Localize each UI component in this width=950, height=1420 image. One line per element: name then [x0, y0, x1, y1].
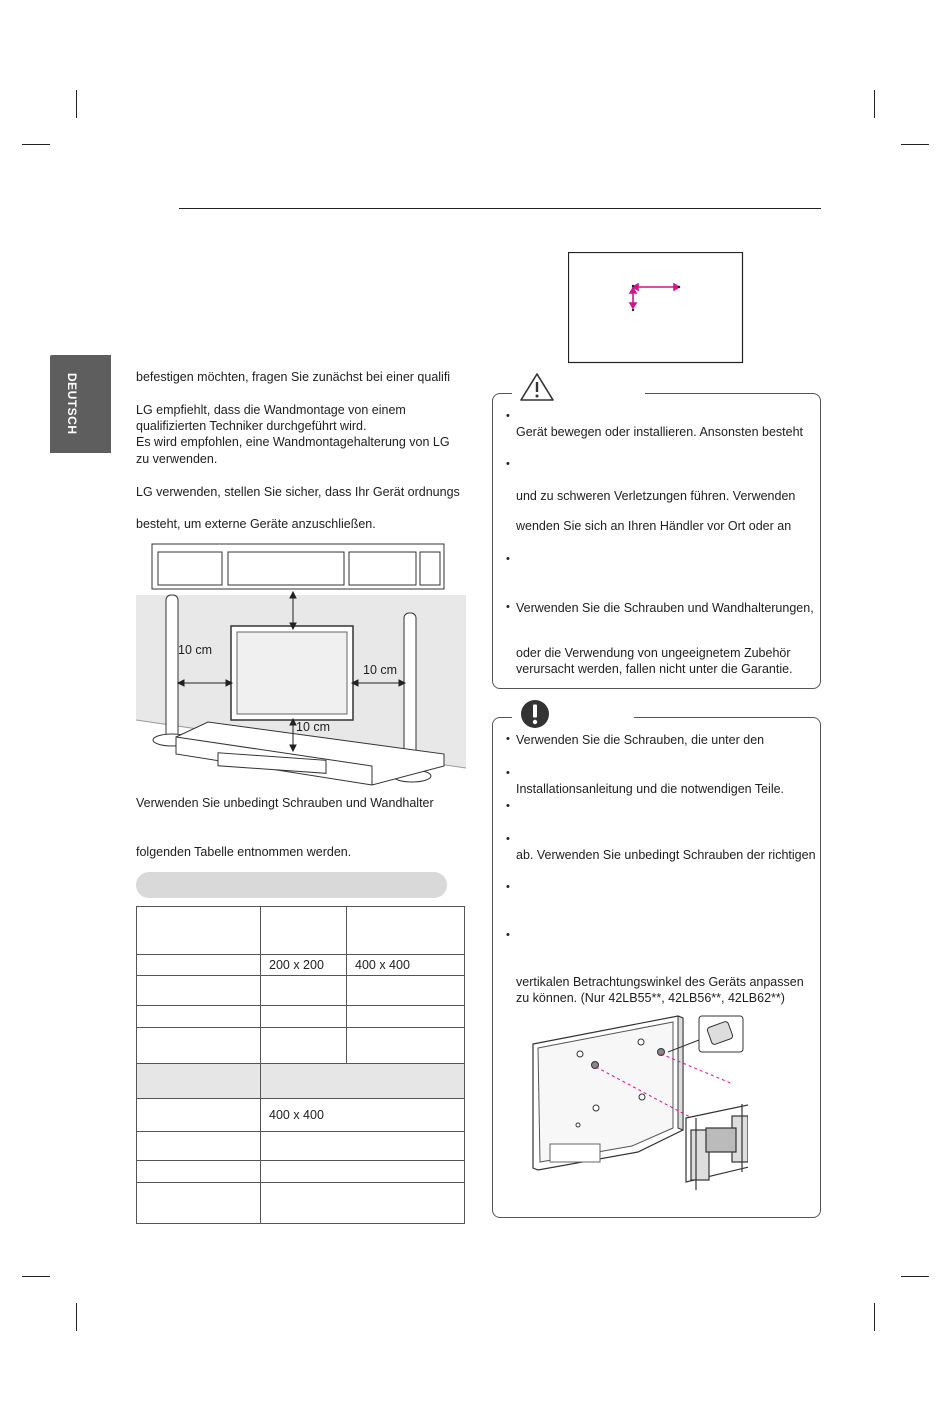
bullet: • — [506, 553, 510, 565]
paragraph: LG verwenden, stellen Sie sicher, dass Ihr Gerät ordnungs — [136, 485, 460, 499]
table-heading-bar — [136, 872, 447, 898]
crop-mark — [76, 1303, 77, 1331]
bullet: • — [506, 800, 510, 812]
vesa-dimension-figure — [568, 252, 745, 364]
warning-triangle-icon — [519, 372, 555, 402]
table-cell — [137, 1132, 261, 1161]
left-speaker — [166, 595, 178, 740]
table-cell — [261, 907, 347, 955]
crop-mark — [901, 144, 929, 145]
bullet: • — [506, 458, 510, 470]
wall-mount-bracket — [686, 1104, 748, 1190]
table-cell — [261, 1132, 465, 1161]
table-cell — [347, 976, 465, 1006]
paragraph: Verwenden Sie unbedingt Schrauben und Wandhalter — [136, 796, 434, 810]
language-tab — [50, 355, 111, 453]
table-cell: 400 x 400 — [261, 1099, 465, 1132]
note-text: vertikalen Betrachtungswinkel des Geräts anpassen — [516, 975, 804, 989]
note-text: zu können. (Nur 42LB55**, 42LB56**, 42LB62**) — [516, 991, 785, 1005]
bullet: • — [506, 833, 510, 845]
crop-mark — [76, 90, 77, 118]
paragraph: befestigen möchten, fragen Sie zunächst bei einer qualifi — [136, 370, 451, 384]
table-cell — [137, 1006, 261, 1028]
bullet: • — [506, 767, 510, 779]
paragraph-line: zu verwenden. — [136, 452, 218, 466]
table-cell: 200 x 200 — [261, 955, 347, 976]
bottom-clearance-label: 10 cm — [296, 720, 331, 734]
table-cell — [261, 1161, 465, 1183]
table-cell — [261, 1183, 465, 1224]
wall-bracket-illustration — [528, 1012, 748, 1194]
crop-mark — [22, 144, 50, 145]
clearance-illustration — [136, 540, 466, 790]
bullet: • — [506, 929, 510, 941]
table-cell — [347, 1006, 465, 1028]
table-cell — [137, 907, 261, 955]
note-text: Installationsanleitung und die notwendigen Teile. — [516, 782, 785, 796]
left-clearance-label: 10 cm — [178, 643, 213, 657]
wall-mount-spec-table — [136, 906, 465, 1224]
note-text: ab. Verwenden Sie unbedingt Schrauben der richtigen — [516, 848, 816, 862]
crop-mark — [901, 1276, 929, 1277]
caution-text: und zu schweren Verletzungen führen. Verwenden — [516, 489, 796, 503]
table-cell — [137, 1161, 261, 1183]
caution-text: wenden Sie sich an Ihren Händler vor Ort oder an — [516, 519, 792, 533]
table-cell — [137, 1028, 261, 1064]
exclamation-circle-icon — [519, 698, 551, 730]
table-cell — [137, 955, 261, 976]
table-cell — [261, 1006, 347, 1028]
paragraph-line: Es wird empfohlen, eine Wandmontagehalterung von LG — [136, 435, 450, 449]
table-cell — [137, 1064, 261, 1099]
bullet: • — [506, 601, 510, 613]
table-cell — [137, 976, 261, 1006]
header-rule — [179, 208, 821, 209]
bullet: • — [506, 410, 510, 422]
table-cell — [261, 1064, 465, 1099]
crop-mark — [22, 1276, 50, 1277]
table-cell — [261, 1028, 347, 1064]
paragraph: besteht, um externe Geräte anzuschließen. — [136, 517, 376, 531]
caution-text: oder die Verwendung von ungeeignetem Zubehör — [516, 646, 791, 660]
caution-text: Verwenden Sie die Schrauben und Wandhalterungen, — [516, 601, 814, 615]
note-text: Verwenden Sie die Schrauben, die unter den — [516, 733, 765, 747]
caution-text: Gerät bewegen oder installieren. Ansonsten besteht — [516, 425, 803, 439]
bullet: • — [506, 881, 510, 893]
table-cell — [261, 976, 347, 1006]
bullet: • — [506, 733, 510, 745]
table-cell — [137, 1099, 261, 1132]
paragraph-line: qualifizierten Techniker durchgeführt wird. — [136, 419, 367, 433]
table-cell — [137, 1183, 261, 1224]
table-cell — [347, 1028, 465, 1064]
table-cell — [347, 907, 465, 955]
paragraph: folgenden Tabelle entnommen werden. — [136, 845, 352, 859]
right-clearance-label: 10 cm — [363, 663, 398, 677]
crop-mark — [874, 90, 875, 118]
caution-text: verursacht werden, fallen nicht unter die Garantie. — [516, 662, 793, 676]
crop-mark — [874, 1303, 875, 1331]
table-cell: 400 x 400 — [347, 955, 465, 976]
language-tab-label: DEUTSCH — [65, 373, 79, 435]
paragraph-line: LG empfiehlt, dass die Wandmontage von einem — [136, 403, 406, 417]
